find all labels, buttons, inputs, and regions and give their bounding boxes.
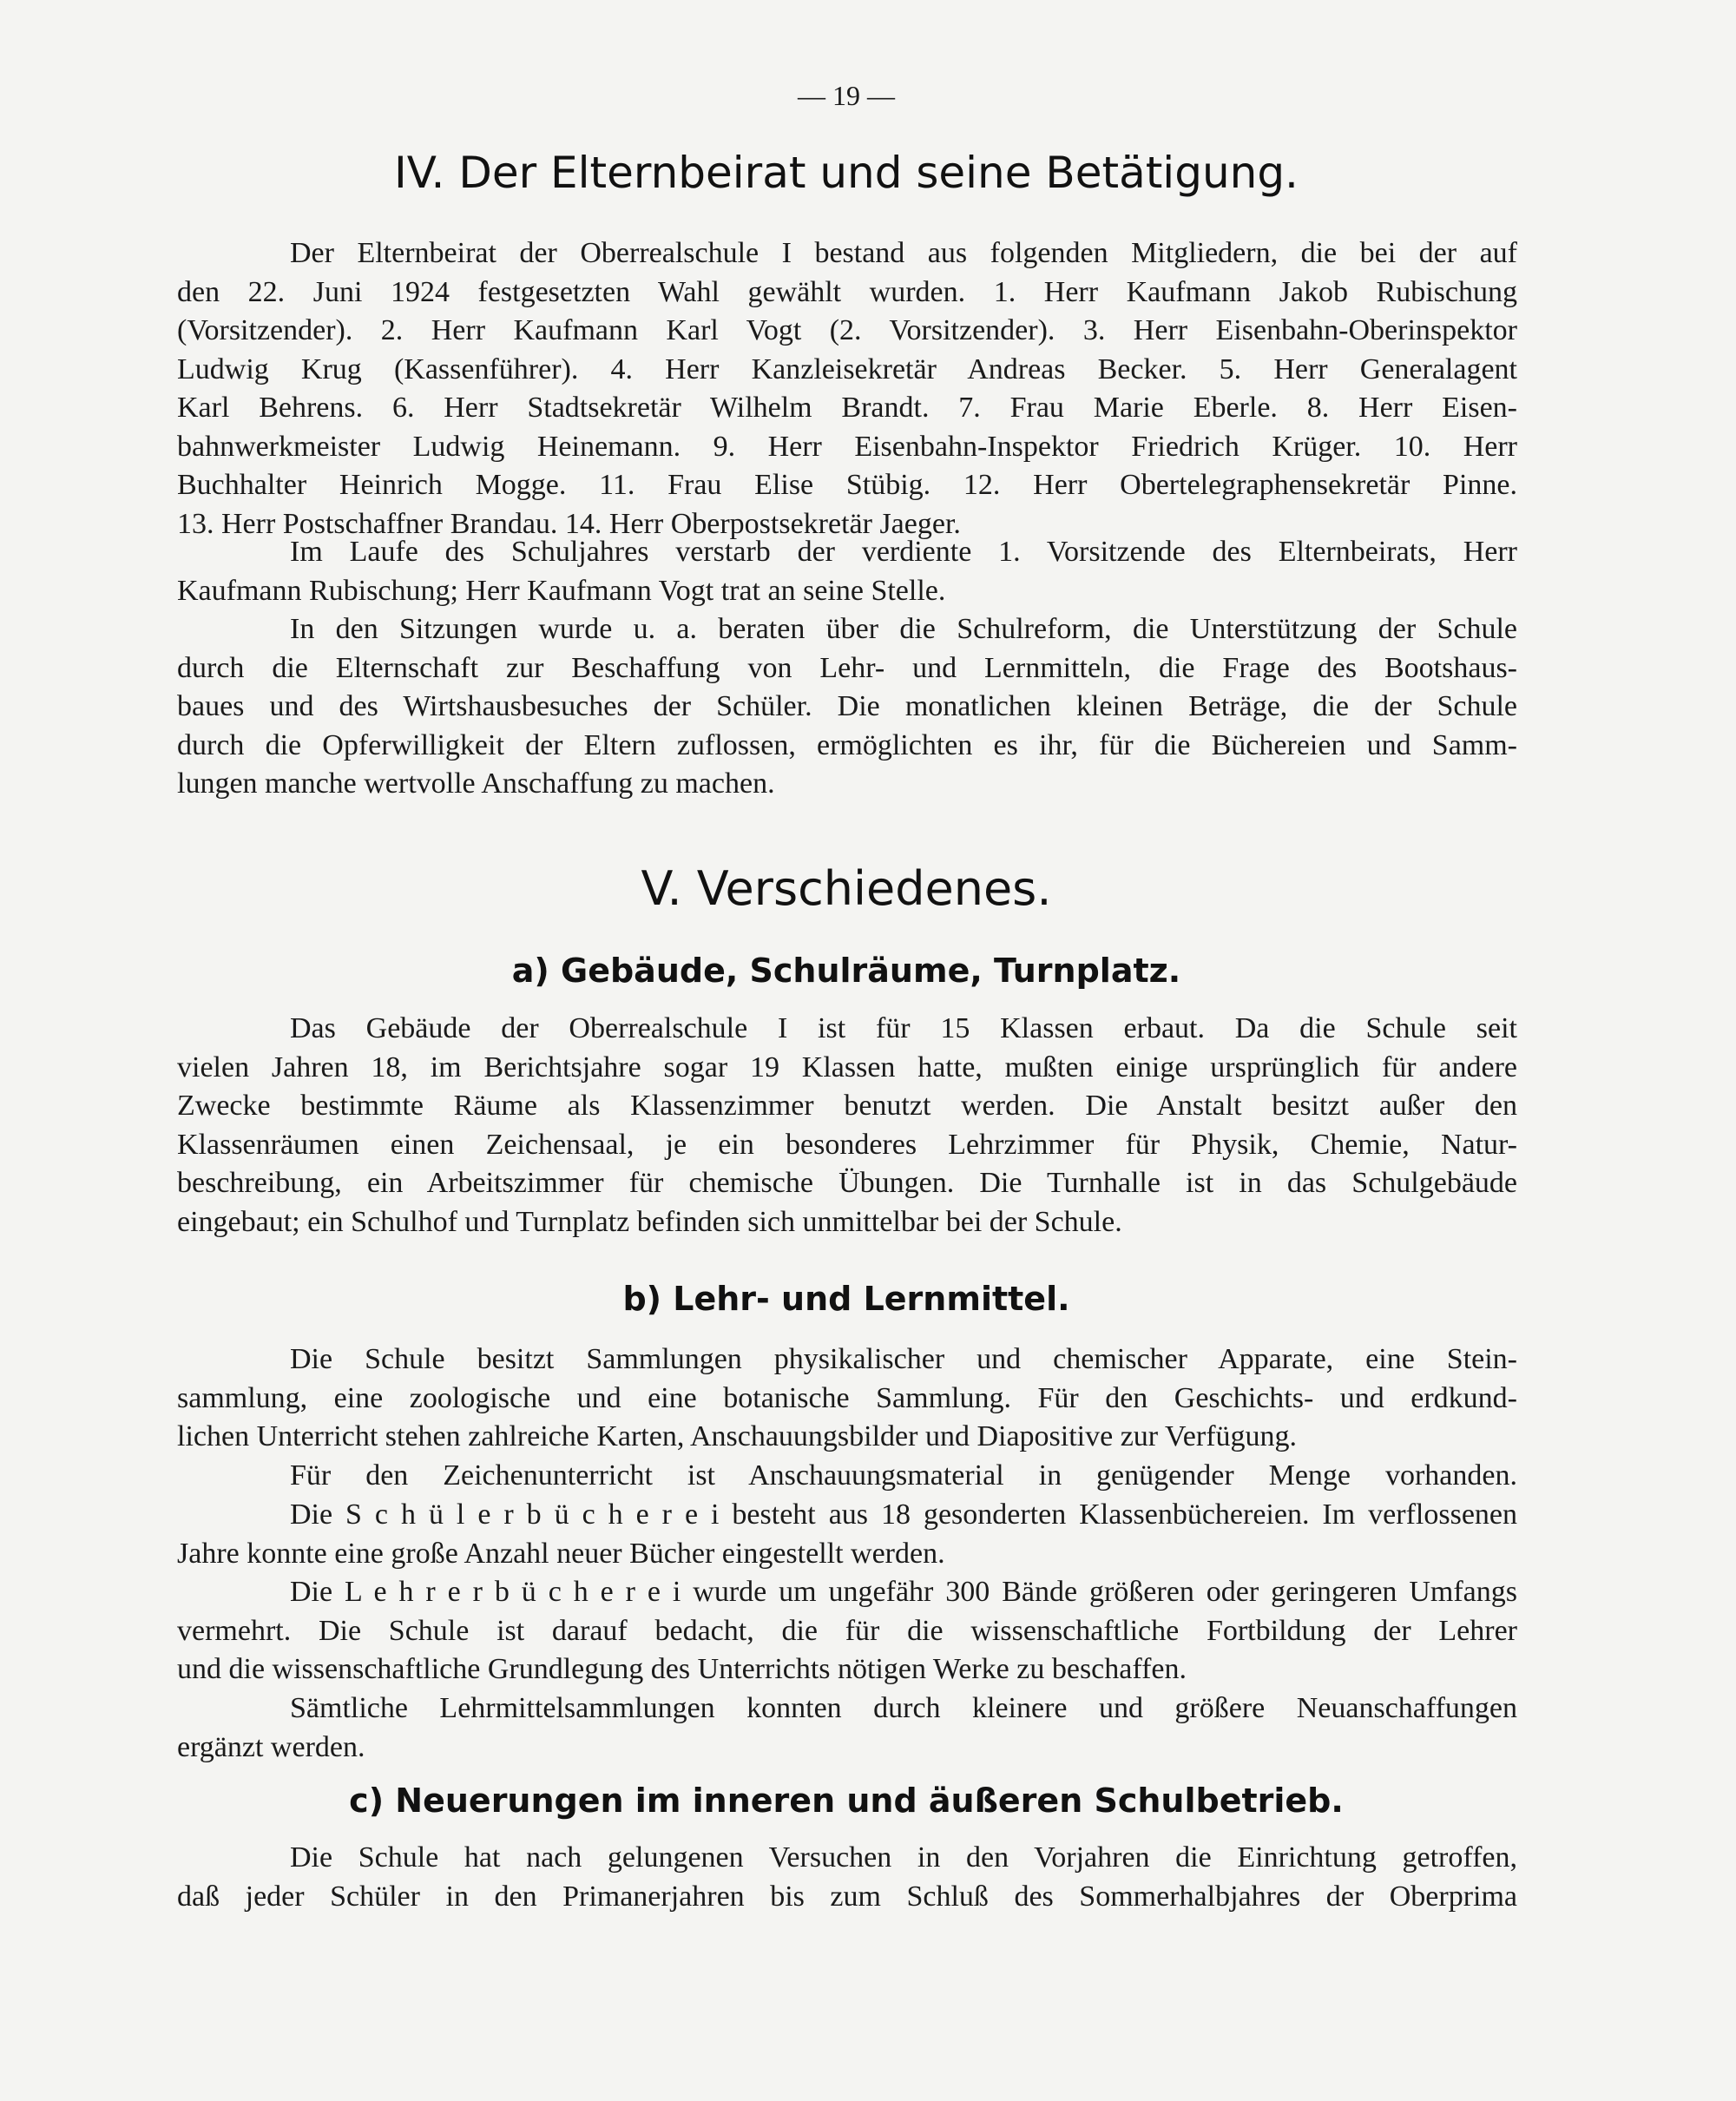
text-line: durch die Elternschaft zur Beschaffung von Lehr- und Lernmitteln, die Frage des Bootshaus- — [177, 651, 1517, 684]
paragraph — [177, 610, 1517, 804]
text-line: lichen Unterricht stehen zahlreiche Karten, Anschauungsbilder und Diapositive zur Verfügung. — [177, 1420, 1298, 1452]
text-line: bahnwerkmeister Ludwig Heinemann. 9. Herr Eisenbahn-Inspektor Friedrich Krüger. 10. Herr — [177, 430, 1517, 463]
section-v-heading: V. Verschiedenes. — [641, 861, 1052, 916]
text-line: und die wissenschaftliche Grundlegung des Unterrichts nötigen Werke zu beschaffen. — [177, 1653, 1187, 1685]
text-line: Im Laufe des Schuljahres verstarb der verdiente 1. Vorsitzende des Elternbeirats, Herr — [290, 536, 1517, 568]
paragraph — [177, 1340, 1517, 1457]
text-line: eingebaut; ein Schulhof und Turnplatz befinden sich unmittelbar bei der Schule. — [177, 1205, 1122, 1238]
text-line: Kaufmann Rubischung; Herr Kaufmann Vogt trat an seine Stelle. — [177, 574, 946, 607]
text-line: vermehrt. Die Schule ist darauf bedacht, die für die wissenschaftliche Fortbildung der Lehrer — [177, 1614, 1517, 1647]
paragraph — [177, 1457, 1517, 1496]
section-iv-heading: IV. Der Elternbeirat und seine Betätigung. — [394, 148, 1299, 198]
text-line: Das Gebäude der Oberrealschule I ist für 15 Klassen erbaut. Da die Schule seit — [290, 1012, 1517, 1044]
text-line: beschreibung, ein Arbeitszimmer für chemische Übungen. Die Turnhalle ist in das Schulgebäude — [177, 1167, 1517, 1199]
subsection-a-heading: a) Gebäude, Schulräume, Turnplatz. — [511, 952, 1181, 990]
page-number: — 19 — — [798, 80, 895, 111]
paragraph — [177, 1496, 1517, 1573]
text-line: Die L e h r e r b ü c h e r e i wurde um ungefähr 300 Bände größeren oder geringeren Umfangs — [290, 1576, 1517, 1608]
text-line: daß jeder Schüler in den Primanerjahren bis zum Schluß des Sommerhalbjahres der Oberprima — [177, 1880, 1517, 1913]
paragraph — [177, 1010, 1517, 1242]
text-line: Die S c h ü l e r b ü c h e r e i besteht aus 18 gesonderten Klassenbüchereien. Im verflossenen — [290, 1498, 1517, 1531]
text-line: Ludwig Krug (Kassenführer). 4. Herr Kanzleisekretär Andreas Becker. 5. Herr Generalagent — [177, 352, 1517, 385]
text-line: (Vorsitzender). 2. Herr Kaufmann Karl Vogt (2. Vorsitzender). 3. Herr Eisenbahn-Oberinspektor — [177, 314, 1517, 346]
paragraph — [177, 533, 1517, 610]
text-line: Buchhalter Heinrich Mogge. 11. Frau Elise Stübig. 12. Herr Obertelegraphensekretär Pinne. — [177, 469, 1517, 501]
text-line: Der Elternbeirat der Oberrealschule I bestand aus folgenden Mitgliedern, die bei der auf — [290, 237, 1517, 269]
text-line: Klassenräumen einen Zeichensaal, je ein besonderes Lehrzimmer für Physik, Chemie, Natur- — [177, 1128, 1517, 1161]
subsection-c-heading: c) Neuerungen im inneren und äußeren Schulbetrieb. — [349, 1782, 1344, 1820]
text-line: sammlung, eine zoologische und eine botanische Sammlung. Für den Geschichts- und erdkund- — [177, 1381, 1517, 1414]
text-line: Sämtliche Lehrmittelsammlungen konnten durch kleinere und größere Neuanschaffungen — [290, 1692, 1517, 1724]
paragraph — [177, 1689, 1517, 1767]
text-line: In den Sitzungen wurde u. a. beraten über die Schulreform, die Unterstützung der Schule — [290, 613, 1517, 645]
text-line: Für den Zeichenunterricht ist Anschauungsmaterial in genügender Menge vorhanden. — [290, 1459, 1517, 1492]
text-line: durch die Opferwilligkeit der Eltern zuflossen, ermöglichten es ihr, für die Büchereien und Samm- — [177, 728, 1517, 761]
text-line: baues und des Wirtshausbesuches der Schüler. Die monatlichen kleinen Beträge, die der Schule — [177, 690, 1517, 722]
text-line: lungen manche wertvolle Anschaffung zu machen. — [177, 767, 775, 800]
text-line: ergänzt werden. — [177, 1730, 365, 1763]
text-line: den 22. Juni 1924 festgesetzten Wahl gewählt wurden. 1. Herr Kaufmann Jakob Rubischung — [177, 275, 1517, 308]
subsection-b-heading: b) Lehr- und Lernmittel. — [622, 1280, 1070, 1318]
text-line: Jahre konnte eine große Anzahl neuer Bücher eingestellt werden. — [177, 1537, 945, 1570]
text-line: Die Schule hat nach gelungenen Versuchen in den Vorjahren die Einrichtung getroffen, — [290, 1841, 1517, 1874]
text-line: 13. Herr Postschaffner Brandau. 14. Herr Oberpostsekretär Jaeger. — [177, 507, 961, 540]
text-line: Zwecke bestimmte Räume als Klassenzimmer benutzt werden. Die Anstalt besitzt außer den — [177, 1090, 1517, 1122]
text-line: Die Schule besitzt Sammlungen physikalischer und chemischer Apparate, eine Stein- — [290, 1343, 1517, 1375]
text-line: vielen Jahren 18, im Berichtsjahre sogar 19 Klassen hatte, mußten einige ursprünglich für andere — [177, 1050, 1517, 1083]
text-line: Karl Behrens. 6. Herr Stadtsekretär Wilhelm Brandt. 7. Frau Marie Eberle. 8. Herr Eisen- — [177, 392, 1517, 424]
paragraph — [177, 234, 1517, 543]
paragraph — [177, 1573, 1517, 1689]
paragraph — [177, 1839, 1517, 1916]
